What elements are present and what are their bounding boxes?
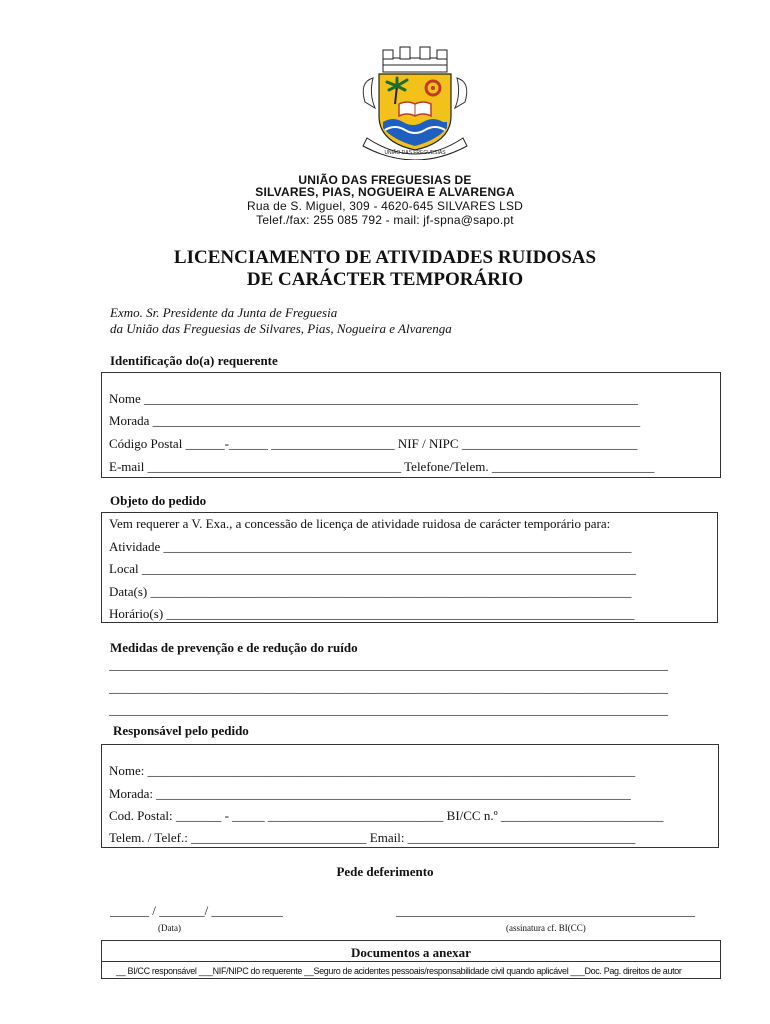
field-assinatura[interactable]: ______________________________________________ <box>396 903 695 918</box>
field-codigo-postal-nif[interactable]: Código Postal ______-______ ___________________ NIF / NIPC ___________________________ <box>109 436 638 451</box>
section-heading-identificacao: Identificação do(a) requerente <box>110 353 278 368</box>
pede-deferimento-label: Pede deferimento <box>336 864 434 879</box>
section-heading-responsavel: Responsável pelo pedido <box>113 723 249 738</box>
org-name-line1: UNIÃO DAS FREGUESIAS DE <box>298 173 472 187</box>
addressee-line2: da União das Freguesias de Silvares, Pias, Nogueira e Alvarenga <box>110 321 452 336</box>
field-responsavel-nome[interactable]: Nome: ___________________________________________________________________________ <box>109 763 636 778</box>
field-atividade[interactable]: Atividade ________________________________________________________________________ <box>109 539 632 554</box>
org-address: Rua de S. Miguel, 309 - 4620-645 SILVARES LSD <box>246 199 524 213</box>
section-heading-medidas: Medidas de prevenção e de redução do ruído <box>110 640 358 655</box>
field-local[interactable]: Local ____________________________________________________________________________ <box>109 561 636 576</box>
coat-of-arms-logo <box>355 42 475 160</box>
section-heading-objeto: Objeto do pedido <box>110 493 207 508</box>
field-horarios[interactable]: Horário(s) ________________________________________________________________________ <box>109 606 635 621</box>
document-title-line2: DE CARÁCTER TEMPORÁRIO <box>246 269 524 290</box>
field-responsavel-cod-postal-bicc[interactable]: Cod. Postal: _______ - _____ ___________________________ BI/CC n.º _________________________ <box>109 808 664 823</box>
field-medidas-line[interactable]: ______________________________________________________________________________________ <box>109 680 668 695</box>
svg-text:UNIÃO DAS FREGUESIAS: UNIÃO DAS FREGUESIAS <box>384 150 446 156</box>
document-title-line1: LICENCIAMENTO DE ATIVIDADES RUIDOSAS <box>173 247 597 268</box>
field-medidas-line[interactable]: ______________________________________________________________________________________ <box>109 657 668 672</box>
addressee-line1: Exmo. Sr. Presidente da Junta de Freguesia <box>110 305 338 320</box>
field-email-telefone[interactable]: E-mail _______________________________________ Telefone/Telem. _________________________ <box>109 459 655 474</box>
org-contacts: Telef./fax: 255 085 792 - mail: jf-spna@sapo.pt <box>256 213 514 227</box>
documentos-heading: Documentos a anexar <box>351 945 471 960</box>
field-datas[interactable]: Data(s) __________________________________________________________________________ <box>109 584 632 599</box>
field-medidas-line[interactable]: ______________________________________________________________________________________ <box>109 702 668 717</box>
field-responsavel-morada[interactable]: Morada: _________________________________________________________________________ <box>109 786 631 801</box>
field-morada[interactable]: Morada ___________________________________________________________________________ <box>109 413 641 428</box>
signature-caption: (assinatura cf. BI(CC) <box>506 923 586 933</box>
documentos-checklist[interactable]: __ BI/CC responsável ___NIF/NIPC do requerente __Seguro de acidentes pessoais/responsabilidade civil quando aplicável ___Doc. Pag. direitos de autor <box>116 966 682 976</box>
objeto-intro-text: Vem requerer a V. Exa., a concessão de licença de atividade ruidosa de carácter temporário para: <box>109 516 611 531</box>
org-name-line2: SILVARES, PIAS, NOGUEIRA E ALVARENGA <box>255 185 515 199</box>
date-caption: (Data) <box>158 923 181 933</box>
field-nome[interactable]: Nome ____________________________________________________________________________ <box>109 391 639 406</box>
field-data[interactable]: ______ / _______/ ___________ <box>110 903 283 918</box>
field-responsavel-telem-email[interactable]: Telem. / Telef.: ___________________________ Email: ___________________________________ <box>109 830 636 845</box>
